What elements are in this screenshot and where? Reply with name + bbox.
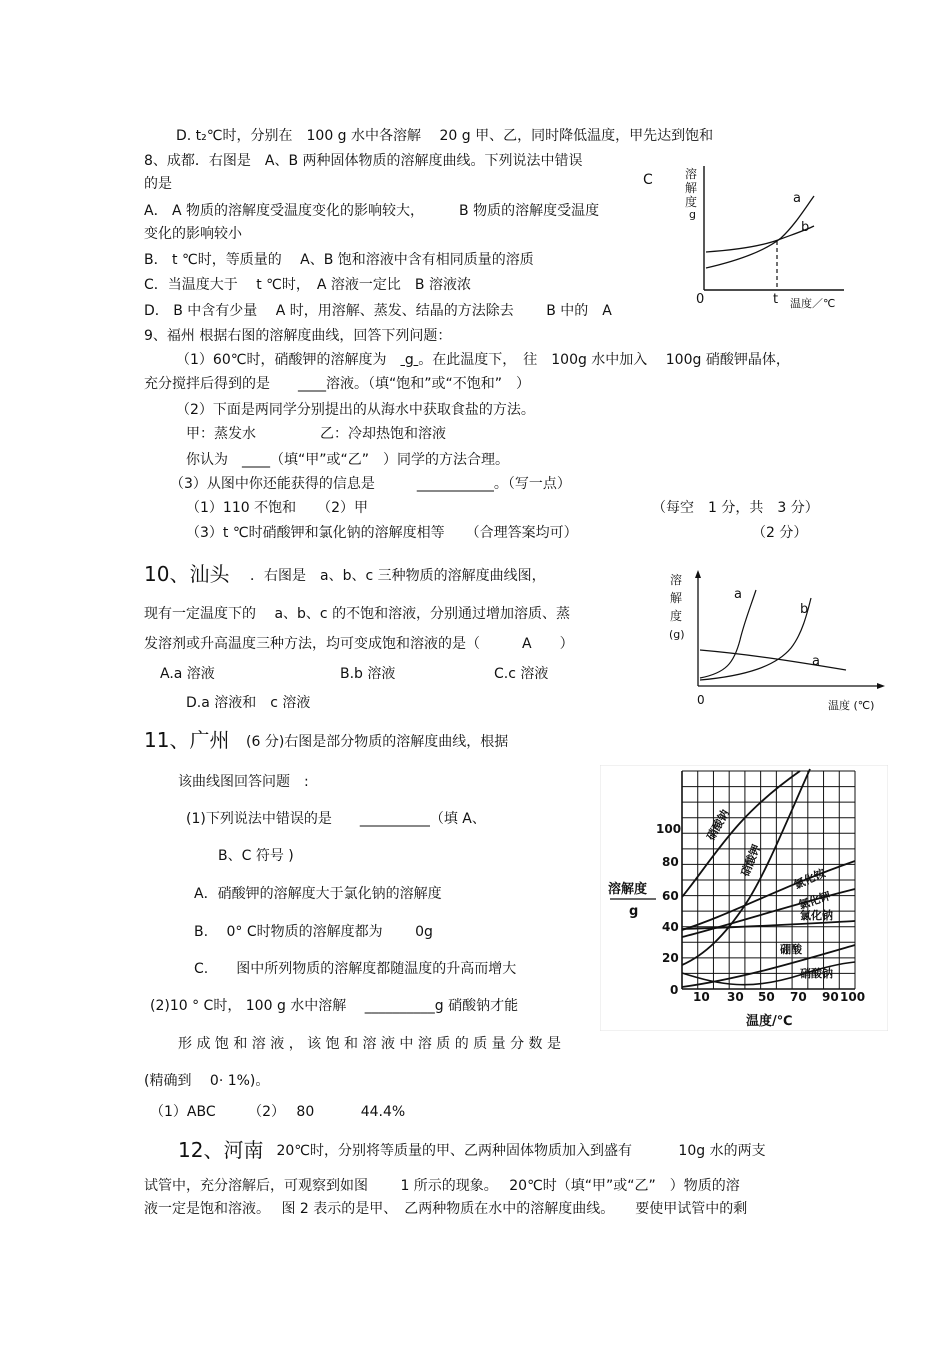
q9-answer-2: （3）t ℃时硝酸钾和氯化钠的溶解度相等 （合理答案均可） xyxy=(186,525,578,541)
q12-stem-3: 液一定是饱和溶液。 图 2 表示的是甲、 乙两种物质在水中的溶解度曲线。 要使甲试管中的剩 xyxy=(144,1201,748,1217)
fig3-ylabel: 溶解度 xyxy=(608,882,648,897)
fig2-ylabel-1: 溶 xyxy=(670,573,683,587)
q9-part1 xyxy=(176,351,790,369)
q9-part2-jia: 甲：蒸发水 xyxy=(186,426,256,442)
fig1-ylabel-2: 解 xyxy=(685,181,698,195)
fig3-yunit: g xyxy=(629,904,639,919)
q11-part2-b: 形 成 饱 和 溶 液 ， 该 饱 和 溶 液 中 溶 质 的 质 量 分 数 是 xyxy=(178,1036,562,1052)
q8-option-c: C．当温度大于 t ℃时， A 溶液一定比 B 溶液浓 xyxy=(144,277,471,293)
q8-option-a: A． A 物质的溶解度受温度变化的影响较大， B 物质的溶解度受温度 xyxy=(144,203,600,219)
fig2-y-arrow xyxy=(695,570,701,578)
fig1-origin: 0 xyxy=(696,292,705,307)
fig3-label-kno3: 硝酸钾 xyxy=(738,842,764,879)
fig2-label-a: a xyxy=(734,587,742,602)
fig2-label-b: b xyxy=(800,602,809,617)
q11-part2-c: (精确到 0· 1%)。 xyxy=(144,1073,270,1089)
q9-part1-blank: g xyxy=(400,352,419,368)
q8-stem-2: 的是 xyxy=(144,176,172,192)
fig3-xtick-100: 100 xyxy=(840,990,866,1004)
fig2-curve-b xyxy=(700,598,811,680)
q11-stem: (6 分)右图是部分物质的溶解度曲线，根据 xyxy=(246,734,509,750)
fig2-curve-a xyxy=(700,590,756,678)
q9-part1-a: （1）60℃时，硝酸钾的溶解度为 xyxy=(176,352,401,368)
fig2-label-c: a xyxy=(812,654,820,669)
q11-part2: (2)10 ° C时， 100 g 水中溶解 __________g 硝酸钠才能 xyxy=(150,998,519,1014)
q11-part1-b: B、C 符号 ) xyxy=(218,848,294,864)
fig3-label-ce2so4: 硝酸钠 xyxy=(800,967,833,980)
fig2-origin: 0 xyxy=(697,693,705,707)
q12-heading: 12、河南 xyxy=(178,1138,264,1162)
line-d-option: D. t₂℃时，分别在 100 g 水中各溶解 20 g 甲、乙，同时降低温度，甲先达到饱和 xyxy=(176,128,714,144)
fig1-ylabel-1: 溶 xyxy=(685,167,698,181)
fig3-xtick-50: 50 xyxy=(758,990,775,1004)
q11-part1: (1)下列说法中错误的是 __________（填 A、 xyxy=(186,811,486,827)
q8-answer: C xyxy=(643,172,653,188)
q11-heading: 11、广州 xyxy=(144,728,230,752)
fig3-ytick-60: 60 xyxy=(662,889,679,903)
fig1-curve-b xyxy=(706,226,814,252)
fig1-label-a: a xyxy=(793,191,801,206)
q8-option-a-2: 变化的影响较小 xyxy=(144,226,242,242)
fig3-ytick-40: 40 xyxy=(662,920,679,934)
q8-option-b: B． t ℃时，等质量的 A、B 饱和溶液中含有相同质量的溶质 xyxy=(144,252,534,268)
q12-stem-2: 试管中，充分溶解后，可观察到如图 1 所示的现象。 20℃时（填“甲”或“乙” ）物质的溶 xyxy=(144,1178,740,1194)
fig1-ylabel-4: g xyxy=(689,208,696,221)
fig3-xtick-70: 70 xyxy=(790,990,807,1004)
fig2-ylabel-2: 解 xyxy=(670,591,683,605)
q9-answer-1: （1）110 不饱和 （2）甲 xyxy=(186,500,368,516)
fig1-ylabel-3: 度 xyxy=(685,195,698,209)
q11-option-c: C. 图中所列物质的溶解度都随温度的升高而增大 xyxy=(194,961,517,977)
q9-part3: （3）从图中你还能获得的信息是 ___________。（写一点） xyxy=(170,476,571,492)
q9-part1-b: 。在此温度下， 往 100g 水中加入 100g 硝酸钾晶体， xyxy=(418,352,790,368)
fig1-label-b: b xyxy=(801,220,810,235)
figure-q11-solubility-chart xyxy=(600,765,888,1031)
q11-answer: （1）ABC （2） 80 44.4% xyxy=(150,1104,406,1120)
fig3-xlabel: 温度/℃ xyxy=(746,1014,793,1029)
fig3-ytick-20: 20 xyxy=(662,951,679,965)
q9-answer-1-score: （每空 1 分，共 3 分） xyxy=(652,500,819,516)
fig2-xlabel: 温度 (℃) xyxy=(828,699,875,712)
fig3-xtick-30: 30 xyxy=(727,990,744,1004)
q9-part1-c: 充分搅拌后得到的是 ____溶液。（填“饱和”或“不饱和” ） xyxy=(144,376,531,392)
fig1-tick-t: t xyxy=(773,292,779,307)
fig3-label-nacl: 氯化钠 xyxy=(800,909,833,922)
q8-option-d: D． B 中含有少量 A 时，用溶解、蒸发、结晶的方法除去 B 中的 A xyxy=(144,303,612,319)
fig3-ytick-0: 0 xyxy=(670,983,679,997)
q11-option-b: B. 0° C时物质的溶解度都为 0g xyxy=(194,924,433,940)
fig3-xtick-90: 90 xyxy=(822,990,839,1004)
fig2-ylabel-4: (g) xyxy=(669,628,685,641)
fig3-ytick-100: 100 xyxy=(656,822,682,836)
q11-option-a: A．硝酸钾的溶解度大于氯化钠的溶解度 xyxy=(194,886,442,902)
fig2-curve-c xyxy=(700,650,846,670)
fig3-label-kcl: 氯化钾 xyxy=(796,889,833,912)
q10-option-c: C.c 溶液 xyxy=(494,666,549,682)
fig3-grid xyxy=(682,771,855,989)
q11-stem-2: 该曲线图回答问题 : xyxy=(178,774,309,790)
figure-q8-solubility xyxy=(656,160,848,322)
fig3-ytick-80: 80 xyxy=(662,855,679,869)
q12-stem: ． 20℃时，分别将等质量的甲、乙两种固体物质加入到盛有 10g 水的两支 xyxy=(258,1143,766,1159)
fig1-xlabel: 温度／℃ xyxy=(790,297,836,310)
q10-option-b: B.b 溶液 xyxy=(340,666,396,682)
fig3-label-h3bo3: 硼酸 xyxy=(780,943,802,956)
q10-stem: ．右图是 a、b、c 三种物质的溶解度曲线图， xyxy=(250,568,546,584)
q10-option-d: D.a 溶液和 c 溶液 xyxy=(186,695,311,711)
q9-answer-2-score: （2 分） xyxy=(752,525,808,541)
figure-q10-solubility xyxy=(666,568,888,716)
q10-stem-2: 现有一定温度下的 a、b、c 的不饱和溶液，分别通过增加溶质、蒸 xyxy=(144,606,571,622)
fig3-label-nh4cl: 氯化铵 xyxy=(791,866,828,892)
q9-stem: 9、福州 根据右图的溶解度曲线，回答下列问题： xyxy=(144,328,452,344)
fig3-label-nano3: 硝酸钠 xyxy=(704,807,733,843)
fig3-xtick-10: 10 xyxy=(693,990,710,1004)
q9-part2-yi: 乙：冷却热饱和溶液 xyxy=(320,426,446,442)
q10-heading: 10、汕头 xyxy=(144,562,230,586)
fig3-curve-nacl xyxy=(682,921,855,929)
fig2-x-arrow xyxy=(877,683,885,689)
fig2-ylabel-3: 度 xyxy=(670,609,683,623)
q9-part2-choice: 你认为 ____（填“甲”或“乙” ）同学的方法合理。 xyxy=(186,452,510,468)
q10-stem-3: 发溶剂或升高温度三种方法，均可变成饱和溶液的是（ A ） xyxy=(144,636,574,652)
q9-part2: （2）下面是两同学分别提出的从海水中获取食盐的方法。 xyxy=(176,402,535,418)
q10-option-a: A.a 溶液 xyxy=(160,666,215,682)
q8-stem: 8、成都．右图是 A、B 两种固体物质的溶解度曲线。下列说法中错误 xyxy=(144,153,583,169)
